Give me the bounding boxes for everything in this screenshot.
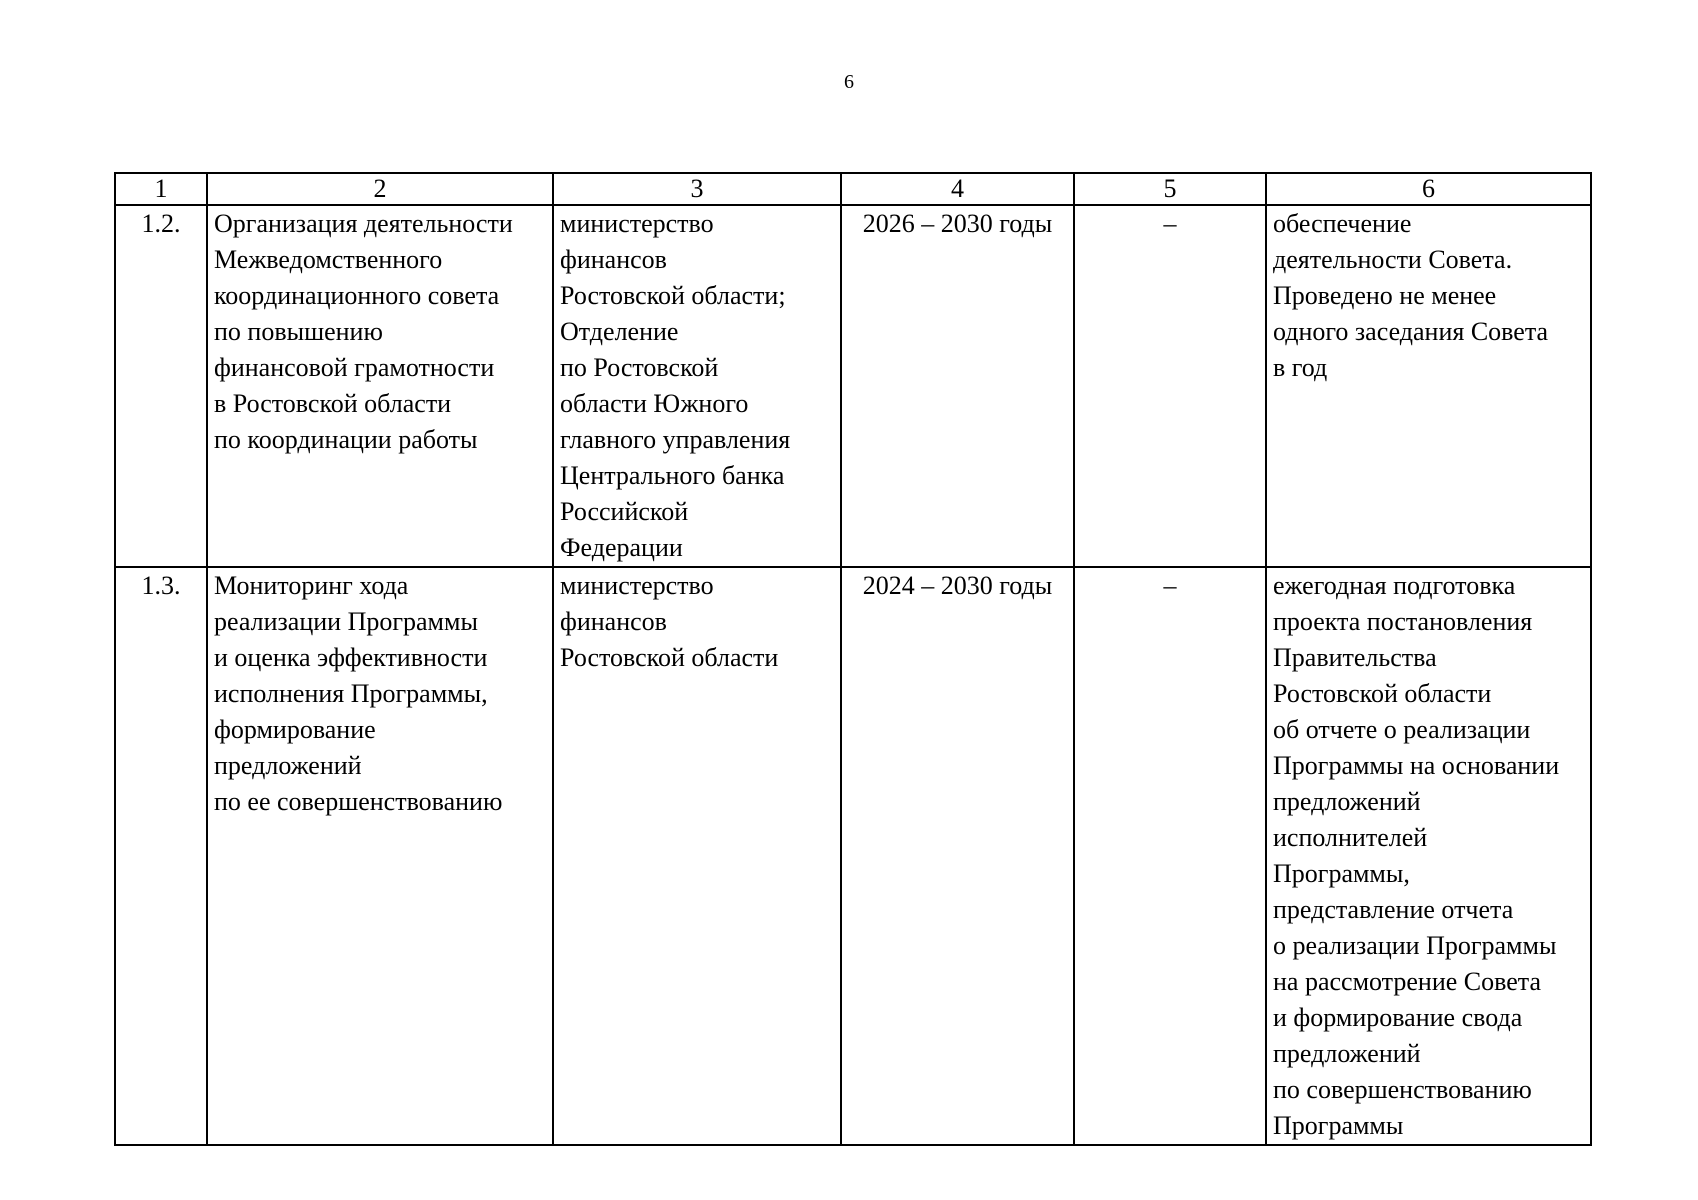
expected-result-line: в год [1273,353,1328,382]
executor-line: Ростовской области [560,643,779,672]
measure-name-line: Мониторинг хода [214,571,409,600]
item-number: 1.2. [115,205,207,567]
measure-name-line: Организация деятельности [214,209,513,238]
column-header-3: 3 [553,173,841,205]
measure-name-line: предложений [214,751,362,780]
page-number: 6 [844,71,854,93]
measure-name-line: финансовой грамотности [214,353,495,382]
expected-result-line: ежегодная подготовка [1273,571,1516,600]
expected-result-line: на рассмотрение Совета [1273,967,1541,996]
column-header-6: 6 [1266,173,1591,205]
expected-result-line: представление отчета [1273,895,1514,924]
expected-result-line: Правительства [1273,643,1437,672]
measure-name-line: по ее совершенствованию [214,787,503,816]
executor-line: министерство [560,209,714,238]
implementation-term: 2024 – 2030 годы [841,567,1074,1145]
executor-line: финансов [560,245,667,274]
column-header-2: 2 [207,173,553,205]
item-number: 1.3. [115,567,207,1145]
measure-name-line: координационного совета [214,281,500,310]
table-row [115,205,1591,567]
measure-name-line: Межведомственного [214,245,443,274]
expected-result-line: Программы на основании [1273,751,1560,780]
expected-result [1266,205,1591,567]
measure-name [207,567,553,1145]
executor [553,567,841,1145]
executor-line: Отделение [560,317,679,346]
measure-name-line: реализации Программы [214,607,478,636]
expected-result-line: и формирование свода [1273,1003,1523,1032]
expected-result-line: обеспечение [1273,209,1412,238]
expected-result-line: о реализации Программы [1273,931,1557,960]
expected-result-line: Программы, [1273,859,1410,888]
expected-result-line: по совершенствованию [1273,1075,1532,1104]
expected-result-line: исполнителей [1273,823,1428,852]
measure-name-line: и оценка эффективности [214,643,488,672]
table-header-row [115,173,1591,205]
measure-name-line: в Ростовской области [214,389,452,418]
column-5-value: – [1074,205,1266,567]
executor-line: Российской [560,497,689,526]
executor-line: по Ростовской [560,353,719,382]
expected-result-line: Программы [1273,1111,1404,1140]
column-header-4: 4 [841,173,1074,205]
executor-line: главного управления [560,425,791,454]
expected-result-line: предложений [1273,787,1421,816]
expected-result-line: одного заседания Совета [1273,317,1549,346]
measure-name-line: формирование [214,715,376,744]
executor-line: Ростовской области; [560,281,786,310]
expected-result-line: проекта постановления [1273,607,1533,636]
expected-result-line: Проведено не менее [1273,281,1497,310]
measure-name [207,205,553,567]
expected-result-line: об отчете о реализации [1273,715,1531,744]
measure-name-line: по повышению [214,317,383,346]
executor-line: области Южного [560,389,749,418]
measure-name-line: исполнения Программы, [214,679,488,708]
measures-table [114,172,1592,1146]
executor-line: Центрального банка [560,461,785,490]
measure-name-line: по координации работы [214,425,478,454]
expected-result-line: предложений [1273,1039,1421,1068]
expected-result [1266,567,1591,1145]
executor-line: финансов [560,607,667,636]
column-5-value: – [1074,567,1266,1145]
column-header-1: 1 [115,173,207,205]
expected-result-line: деятельности Совета. [1273,245,1513,274]
column-header-5: 5 [1074,173,1266,205]
executor-line: министерство [560,571,714,600]
executor-line: Федерации [560,533,683,562]
executor [553,205,841,567]
implementation-term: 2026 – 2030 годы [841,205,1074,567]
expected-result-line: Ростовской области [1273,679,1492,708]
table-row [115,567,1591,1145]
